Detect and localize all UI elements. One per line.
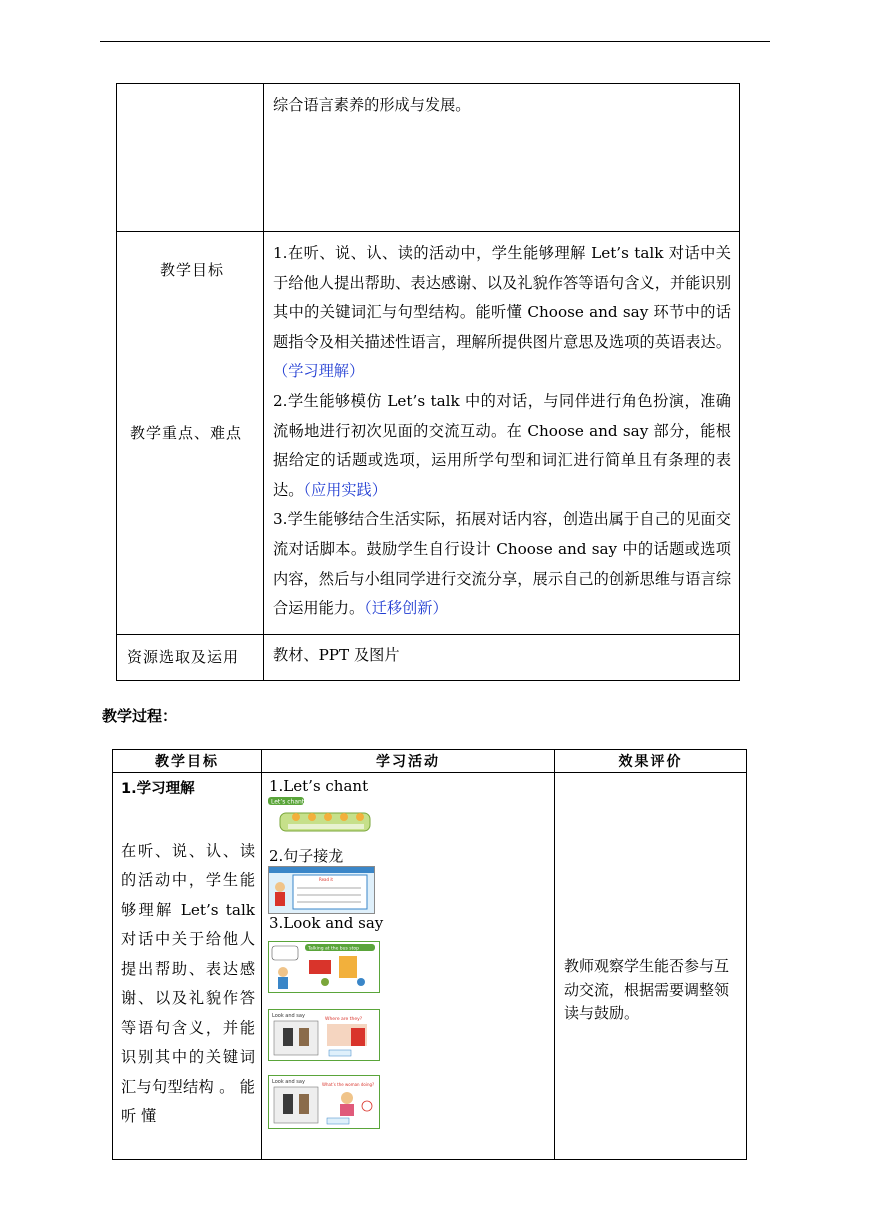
svg-text:What’s the woman doing?: What’s the woman doing? bbox=[322, 1082, 375, 1087]
look-say-slide-1 bbox=[268, 941, 380, 993]
svg-text:Let’s chant: Let’s chant bbox=[271, 798, 305, 806]
objectives-table bbox=[116, 83, 740, 681]
header-goal: 教学目标 bbox=[113, 750, 262, 773]
goal-tag: （学习理解） bbox=[273, 362, 365, 381]
evaluation-text: 教师观察学生能否参与互动交流，根据需要调整领读与鼓励。 bbox=[564, 957, 730, 1022]
goal-tag: （迁移创新） bbox=[364, 599, 448, 618]
process-table bbox=[112, 749, 747, 1160]
label-resources: 资源选取及运用 bbox=[127, 648, 240, 666]
table-row bbox=[117, 232, 740, 635]
look-say-slide-2 bbox=[268, 1009, 380, 1061]
svg-text:Look and say: Look and say bbox=[272, 1013, 305, 1019]
chant-slide-image bbox=[268, 797, 373, 835]
relay-slide-image bbox=[268, 866, 375, 914]
svg-text:Where are they?: Where are they? bbox=[325, 1017, 363, 1022]
goal-text: 在听、说、认、读的活动中，学生能够理解 Let’s talk 对话中关于给他人提出帮助、表达感谢、以及礼貌作答等语句含义，并能识别其中的关键词汇与句型结构 。 能 听 懂 bbox=[121, 841, 255, 1125]
goal-title: 1.学习理解 bbox=[121, 781, 195, 797]
header-evaluation: 效果评价 bbox=[555, 750, 747, 773]
table-row bbox=[117, 635, 740, 681]
activity-look-say: 3.Look and say bbox=[269, 914, 384, 932]
header-rule bbox=[100, 41, 770, 42]
activity-chant: 1.Let’s chant bbox=[269, 777, 369, 795]
activity-cell bbox=[262, 773, 554, 1159]
table-row bbox=[117, 84, 740, 232]
svg-text:Read it: Read it bbox=[319, 877, 334, 882]
goal-tag: （应用实践） bbox=[303, 480, 387, 499]
label-teaching-goals: 教学目标 bbox=[160, 261, 225, 279]
process-title: 教学过程： bbox=[102, 707, 178, 725]
goal-item: 2.学生能够模仿 Let’s talk 中的对话，与同伴进行角色扮演，准确流畅地进行初次见面的交流互动。在 Choose and say 部分，能根据给定的话题或选项，运用所学句型和词汇进行简单且有条理的表达。（应用实践） bbox=[273, 391, 731, 499]
resources-text: 教材、PPT 及图片 bbox=[273, 646, 400, 664]
table-row bbox=[113, 773, 747, 1160]
svg-text:Talking at the bus stop: Talking at the bus stop bbox=[308, 946, 359, 952]
goal-cell bbox=[113, 773, 261, 1132]
activity-relay: 2.句子接龙 bbox=[269, 847, 344, 865]
literacy-text: 综合语言素养的形成与发展。 bbox=[273, 96, 471, 114]
header-activity: 学习活动 bbox=[262, 750, 555, 773]
goals-content bbox=[264, 232, 739, 624]
svg-text:Look and say: Look and say bbox=[272, 1079, 305, 1085]
goal-item: 3.学生能够结合生活实际，拓展对话内容，创造出属于自己的见面交流对话脚本。鼓励学生自行设计 Choose and say 中的话题或选项内容，然后与小组同学进行交流分享，展示自己的创新思维与语言综合运用能力。（迁移创新） bbox=[273, 510, 731, 618]
label-key-points: 教学重点、难点 bbox=[130, 424, 243, 442]
goal-item: 1.在听、说、认、读的活动中，学生能够理解 Let’s talk 对话中关于给他人提出帮助、表达感谢、以及礼貌作答等语句含义，并能识别其中的关键词汇与句型结构。能听懂 Choose and say 环节中的话题指令及相关描述性语言，理解所提供图片意思及选项的英语表达。（学习理解） bbox=[273, 244, 731, 381]
look-say-slide-3 bbox=[268, 1075, 380, 1129]
table-header-row bbox=[113, 750, 747, 773]
